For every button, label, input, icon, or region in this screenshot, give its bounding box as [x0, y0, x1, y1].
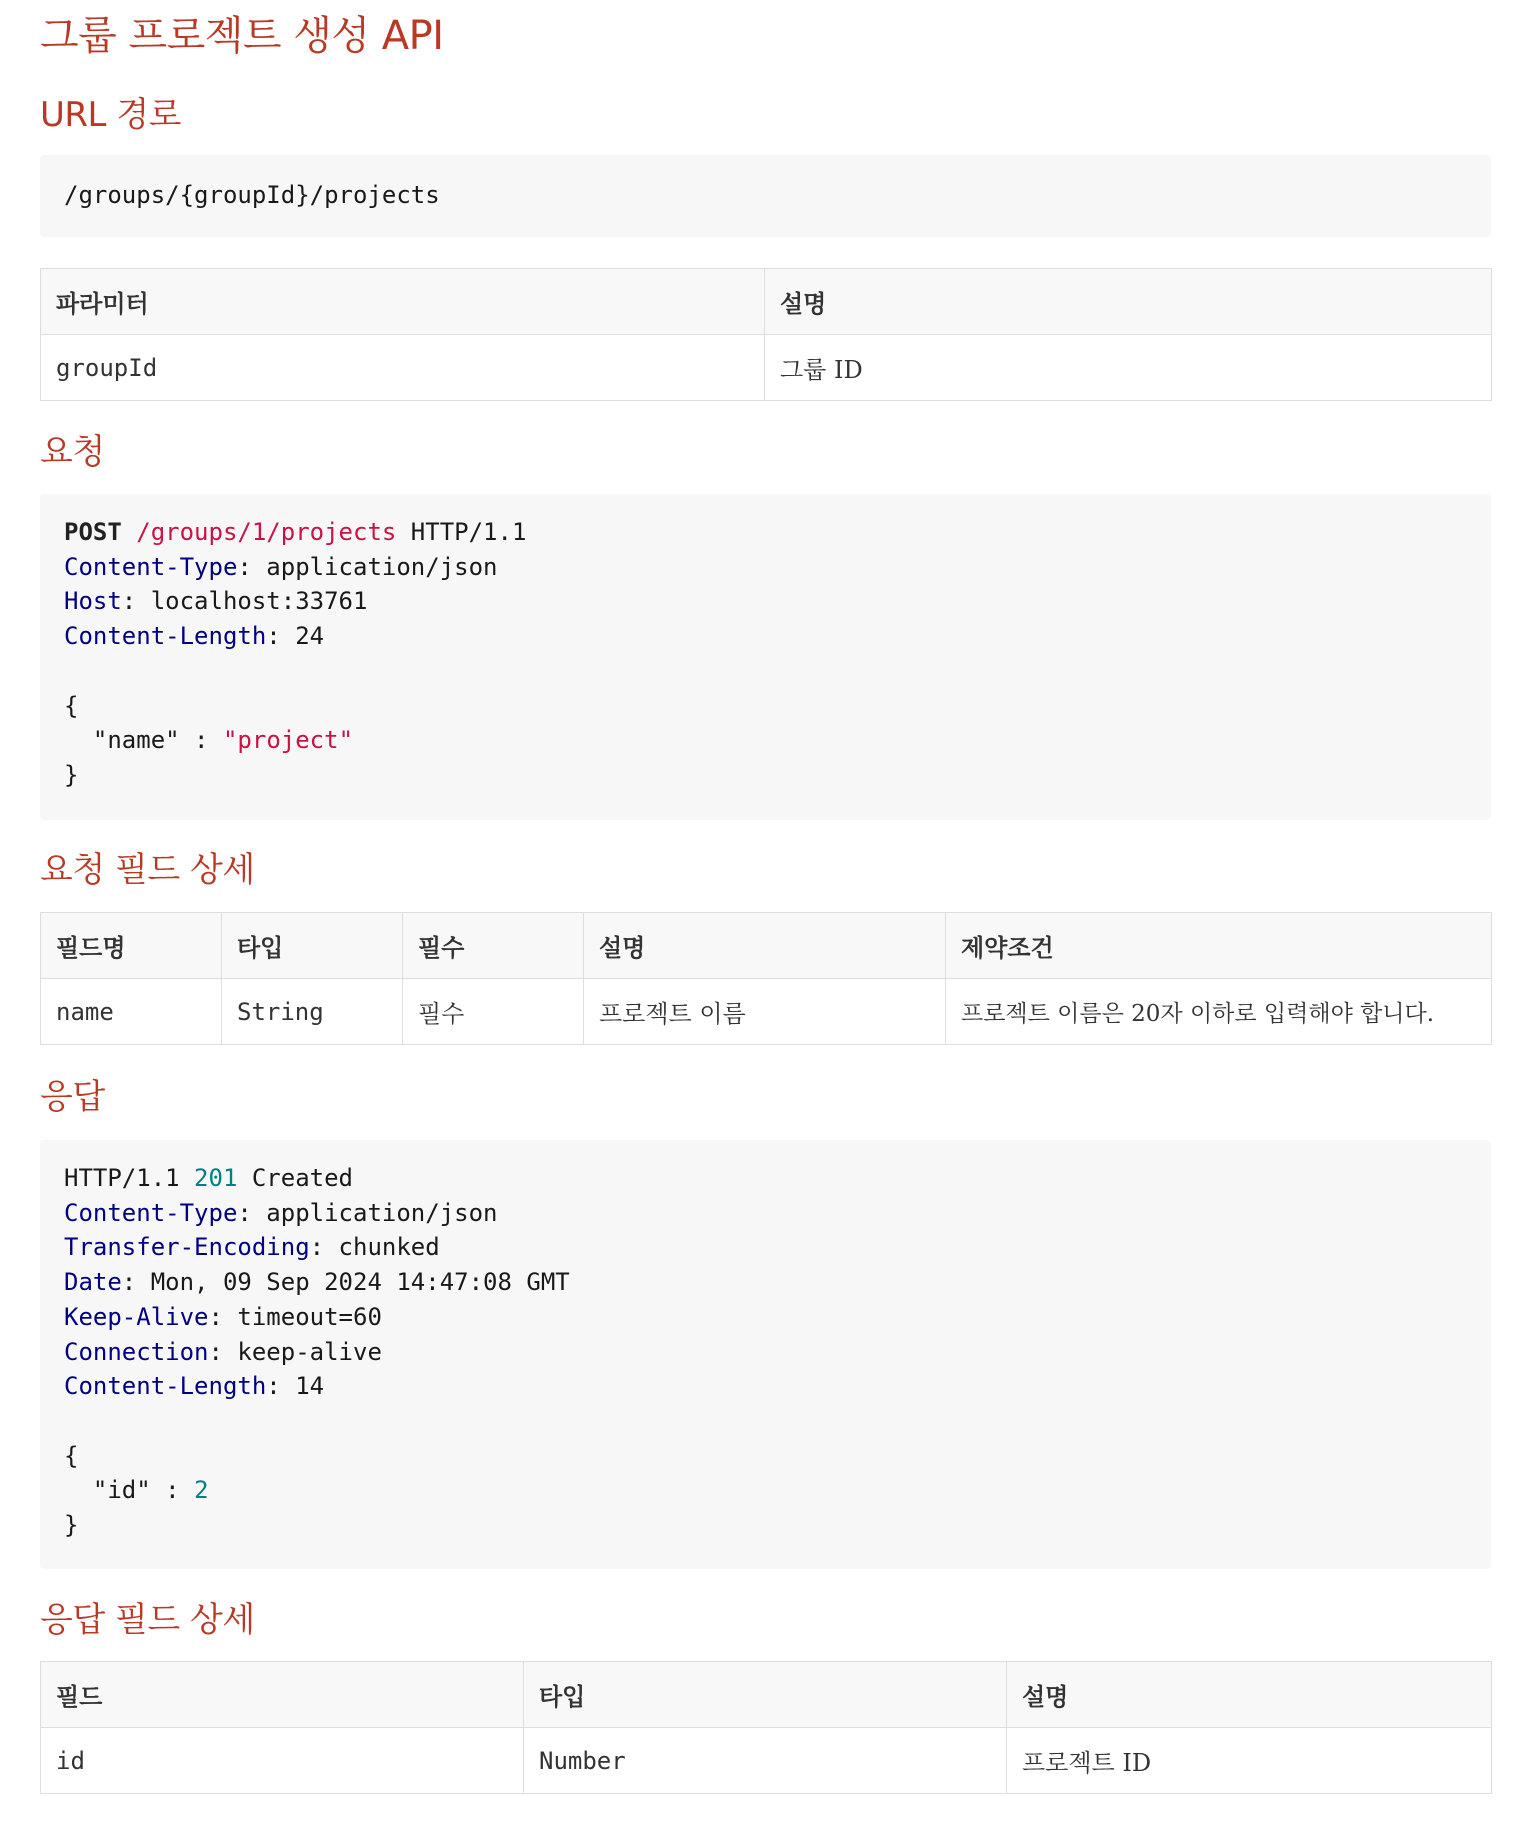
- json-key: "id": [92, 1476, 151, 1505]
- request-protocol: HTTP/1.1: [410, 518, 527, 546]
- json-value: 2: [194, 1476, 209, 1505]
- table-header-row: [41, 913, 1492, 979]
- http-method: POST: [64, 518, 122, 546]
- header-name: Connection: [64, 1337, 209, 1366]
- header-value: application/json: [266, 552, 498, 581]
- status-code: 201: [194, 1164, 238, 1192]
- section-heading-request: 요청: [40, 432, 105, 472]
- section-heading-request-fields: 요청 필드 상세: [40, 850, 255, 890]
- table-cell: groupId: [41, 335, 765, 401]
- request-fields-table: [40, 912, 1492, 1045]
- json-key: "name": [92, 726, 180, 755]
- json-value: "project": [222, 726, 354, 755]
- header-name: Transfer-Encoding: [64, 1233, 310, 1262]
- header-value: timeout=60: [237, 1302, 382, 1331]
- json-separator: :: [150, 1476, 195, 1505]
- table-header-cell: 타입: [524, 1662, 1007, 1728]
- header-name: Content-Type: [64, 1198, 238, 1227]
- header-value: keep-alive: [237, 1337, 382, 1366]
- json-brace: }: [64, 760, 79, 789]
- header-value: 14: [295, 1372, 325, 1401]
- response-code-block: HTTP/1.1 201 Created Content-Type: application/json Transfer-Encoding: chunked Date: Mon, 09 Sep 2024 14:47:08 GMT Keep-Alive: timeout=60 Connection: keep-alive Content-Length: 14 { "id" : 2 }: [40, 1140, 1491, 1569]
- table-header-cell: 파라미터: [41, 269, 765, 335]
- page-title: 그룹 프로젝트 생성 API: [40, 13, 444, 59]
- table-cell: name: [41, 979, 222, 1045]
- header-value: application/json: [266, 1198, 498, 1227]
- header-value: chunked: [338, 1233, 440, 1262]
- section-heading-response-fields: 응답 필드 상세: [40, 1600, 255, 1640]
- table-cell: Number: [524, 1728, 1007, 1794]
- json-separator: :: [179, 726, 223, 755]
- url-path-code-block: [40, 155, 1491, 237]
- header-name: Keep-Alive: [64, 1302, 209, 1331]
- header-value: localhost:33761: [150, 587, 368, 616]
- table-header-cell: 필수: [403, 913, 584, 979]
- url-params-table: [40, 268, 1492, 401]
- table-header-cell: 제약조건: [946, 913, 1492, 979]
- table-row: [41, 335, 1492, 401]
- table-header-row: [41, 269, 1492, 335]
- header-name: Host: [64, 587, 122, 616]
- table-header-cell: 필드명: [41, 913, 222, 979]
- response-protocol: HTTP/1.1: [64, 1164, 180, 1192]
- table-cell: 필수: [403, 979, 584, 1045]
- json-brace: {: [64, 1441, 79, 1470]
- table-header-row: [41, 1662, 1492, 1728]
- table-cell: id: [41, 1728, 524, 1794]
- table-header-cell: 타입: [222, 913, 403, 979]
- section-heading-url-path: URL 경로: [40, 95, 181, 135]
- table-header-cell: 필드: [41, 1662, 524, 1728]
- url-path-code: /groups/{groupId}/projects: [64, 181, 440, 209]
- table-header-cell: 설명: [1007, 1662, 1492, 1728]
- request-path: /groups/1/projects: [136, 518, 397, 546]
- header-name: Content-Type: [64, 552, 238, 581]
- header-name: Content-Length: [64, 1372, 267, 1401]
- table-header-cell: 설명: [584, 913, 946, 979]
- json-brace: {: [64, 691, 79, 720]
- table-cell: 프로젝트 ID: [1007, 1728, 1492, 1794]
- table-cell: 그룹 ID: [765, 335, 1492, 401]
- request-code-block: POST /groups/1/projects HTTP/1.1 Content-Type: application/json Host: localhost:33761 Content-Length: 24 { "name" : "project" }: [40, 494, 1491, 820]
- response-fields-table: [40, 1661, 1492, 1794]
- table-row: [41, 1728, 1492, 1794]
- header-value: 24: [295, 622, 325, 651]
- header-value: Mon, 09 Sep 2024 14:47:08 GMT: [150, 1268, 570, 1297]
- json-brace: }: [64, 1511, 79, 1540]
- header-name: Date: [64, 1268, 122, 1297]
- section-heading-response: 응답: [40, 1077, 105, 1117]
- header-name: Content-Length: [64, 622, 267, 651]
- table-cell: 프로젝트 이름은 20자 이하로 입력해야 합니다.: [946, 979, 1492, 1045]
- table-cell: 프로젝트 이름: [584, 979, 946, 1045]
- table-header-cell: 설명: [765, 269, 1492, 335]
- status-text: Created: [251, 1164, 354, 1192]
- table-cell: String: [222, 979, 403, 1045]
- table-row: [41, 979, 1492, 1045]
